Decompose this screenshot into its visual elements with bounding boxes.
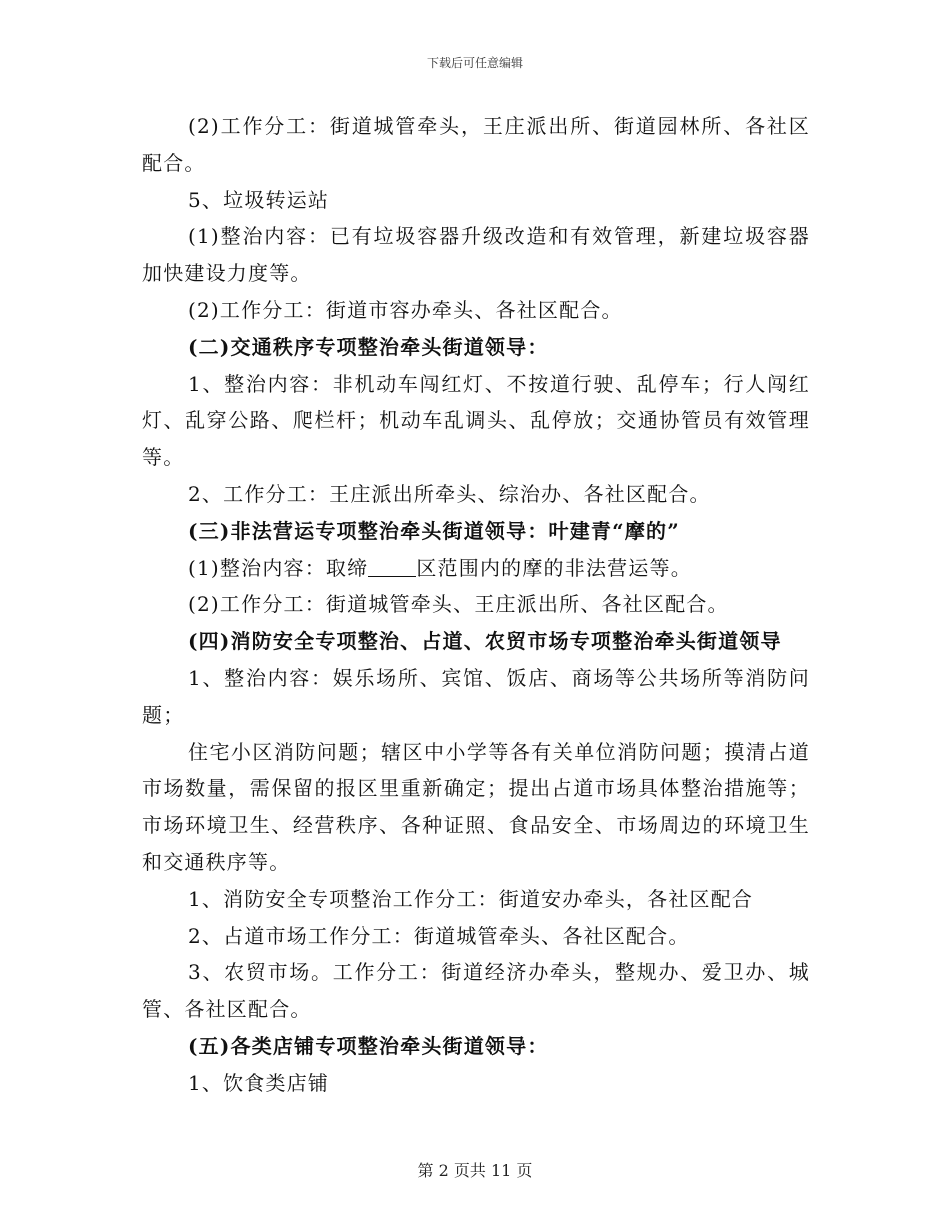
paragraph: 2、工作分工：王庄派出所牵头、综治办、各社区配合。 (188, 481, 711, 506)
document-body (142, 108, 810, 1102)
section-heading: (三)非法营运专项整治牵头街道领导：叶建青“摩的” (188, 518, 680, 543)
paragraph: (1)整治内容：已有垃圾容器升级改造和有效管理，新建垃圾容器加快建设力度等。 (142, 224, 810, 286)
paragraph: 住宅小区消防问题；辖区中小学等各有关单位消防问题；摸清占道市场数量，需保留的报区里重新确定；提出占道市场具体整治措施等；市场环境卫生、经营秩序、各种证照、食品安全、市场周边的环境卫生和交通秩序等。 (142, 739, 810, 874)
paragraph: (2)工作分工：街道城管牵头，王庄派出所、街道园林所、各社区配合。 (142, 114, 810, 175)
fill-in-blank (368, 558, 416, 577)
paragraph: (2)工作分工：街道城管牵头、王庄派出所、各社区配合。 (188, 592, 729, 617)
paragraph: 2、占道市场工作分工：街道城管牵头、各社区配合。 (188, 923, 690, 948)
paragraph: 5、垃圾转运站 (188, 187, 330, 212)
section-heading: (四)消防安全专项整治、占道、农贸市场专项整治牵头街道领导 (188, 629, 782, 654)
section-heading: (五)各类店铺专项整治牵头街道领导： (188, 1033, 549, 1058)
paragraph: 3、农贸市场。工作分工：街道经济办牵头，整规办、爱卫办、城管、各社区配合。 (142, 960, 810, 1022)
paragraph-text: (1)整治内容：取缔 (188, 555, 369, 580)
paragraph: 1、消防安全专项整治工作分工：街道安办牵头，各社区配合 (188, 886, 754, 911)
page-header: 下载后可任意编辑 (426, 56, 523, 70)
paragraph (142, 550, 810, 587)
paragraph: 1、整治内容：非机动车闯红灯、不按道行驶、乱停车；行人闯红灯、乱穿公路、爬栏杆；机动车乱调头、乱停放；交通协管员有效管理等。 (142, 371, 810, 470)
paragraph: (2)工作分工：街道市容办牵头、各社区配合。 (188, 297, 623, 322)
section-heading: (二)交通秩序专项整治牵头街道领导： (188, 334, 549, 359)
paragraph-text: 区范围内的摩的非法营运等。 (416, 555, 692, 580)
paragraph: 1、饮食类店铺 (188, 1070, 330, 1095)
paragraph: 1、整治内容：娱乐场所、宾馆、饭店、商场等公共场所等消防问题； (142, 665, 810, 727)
page-footer: 第 2 页共 11 页 (417, 1161, 533, 1180)
